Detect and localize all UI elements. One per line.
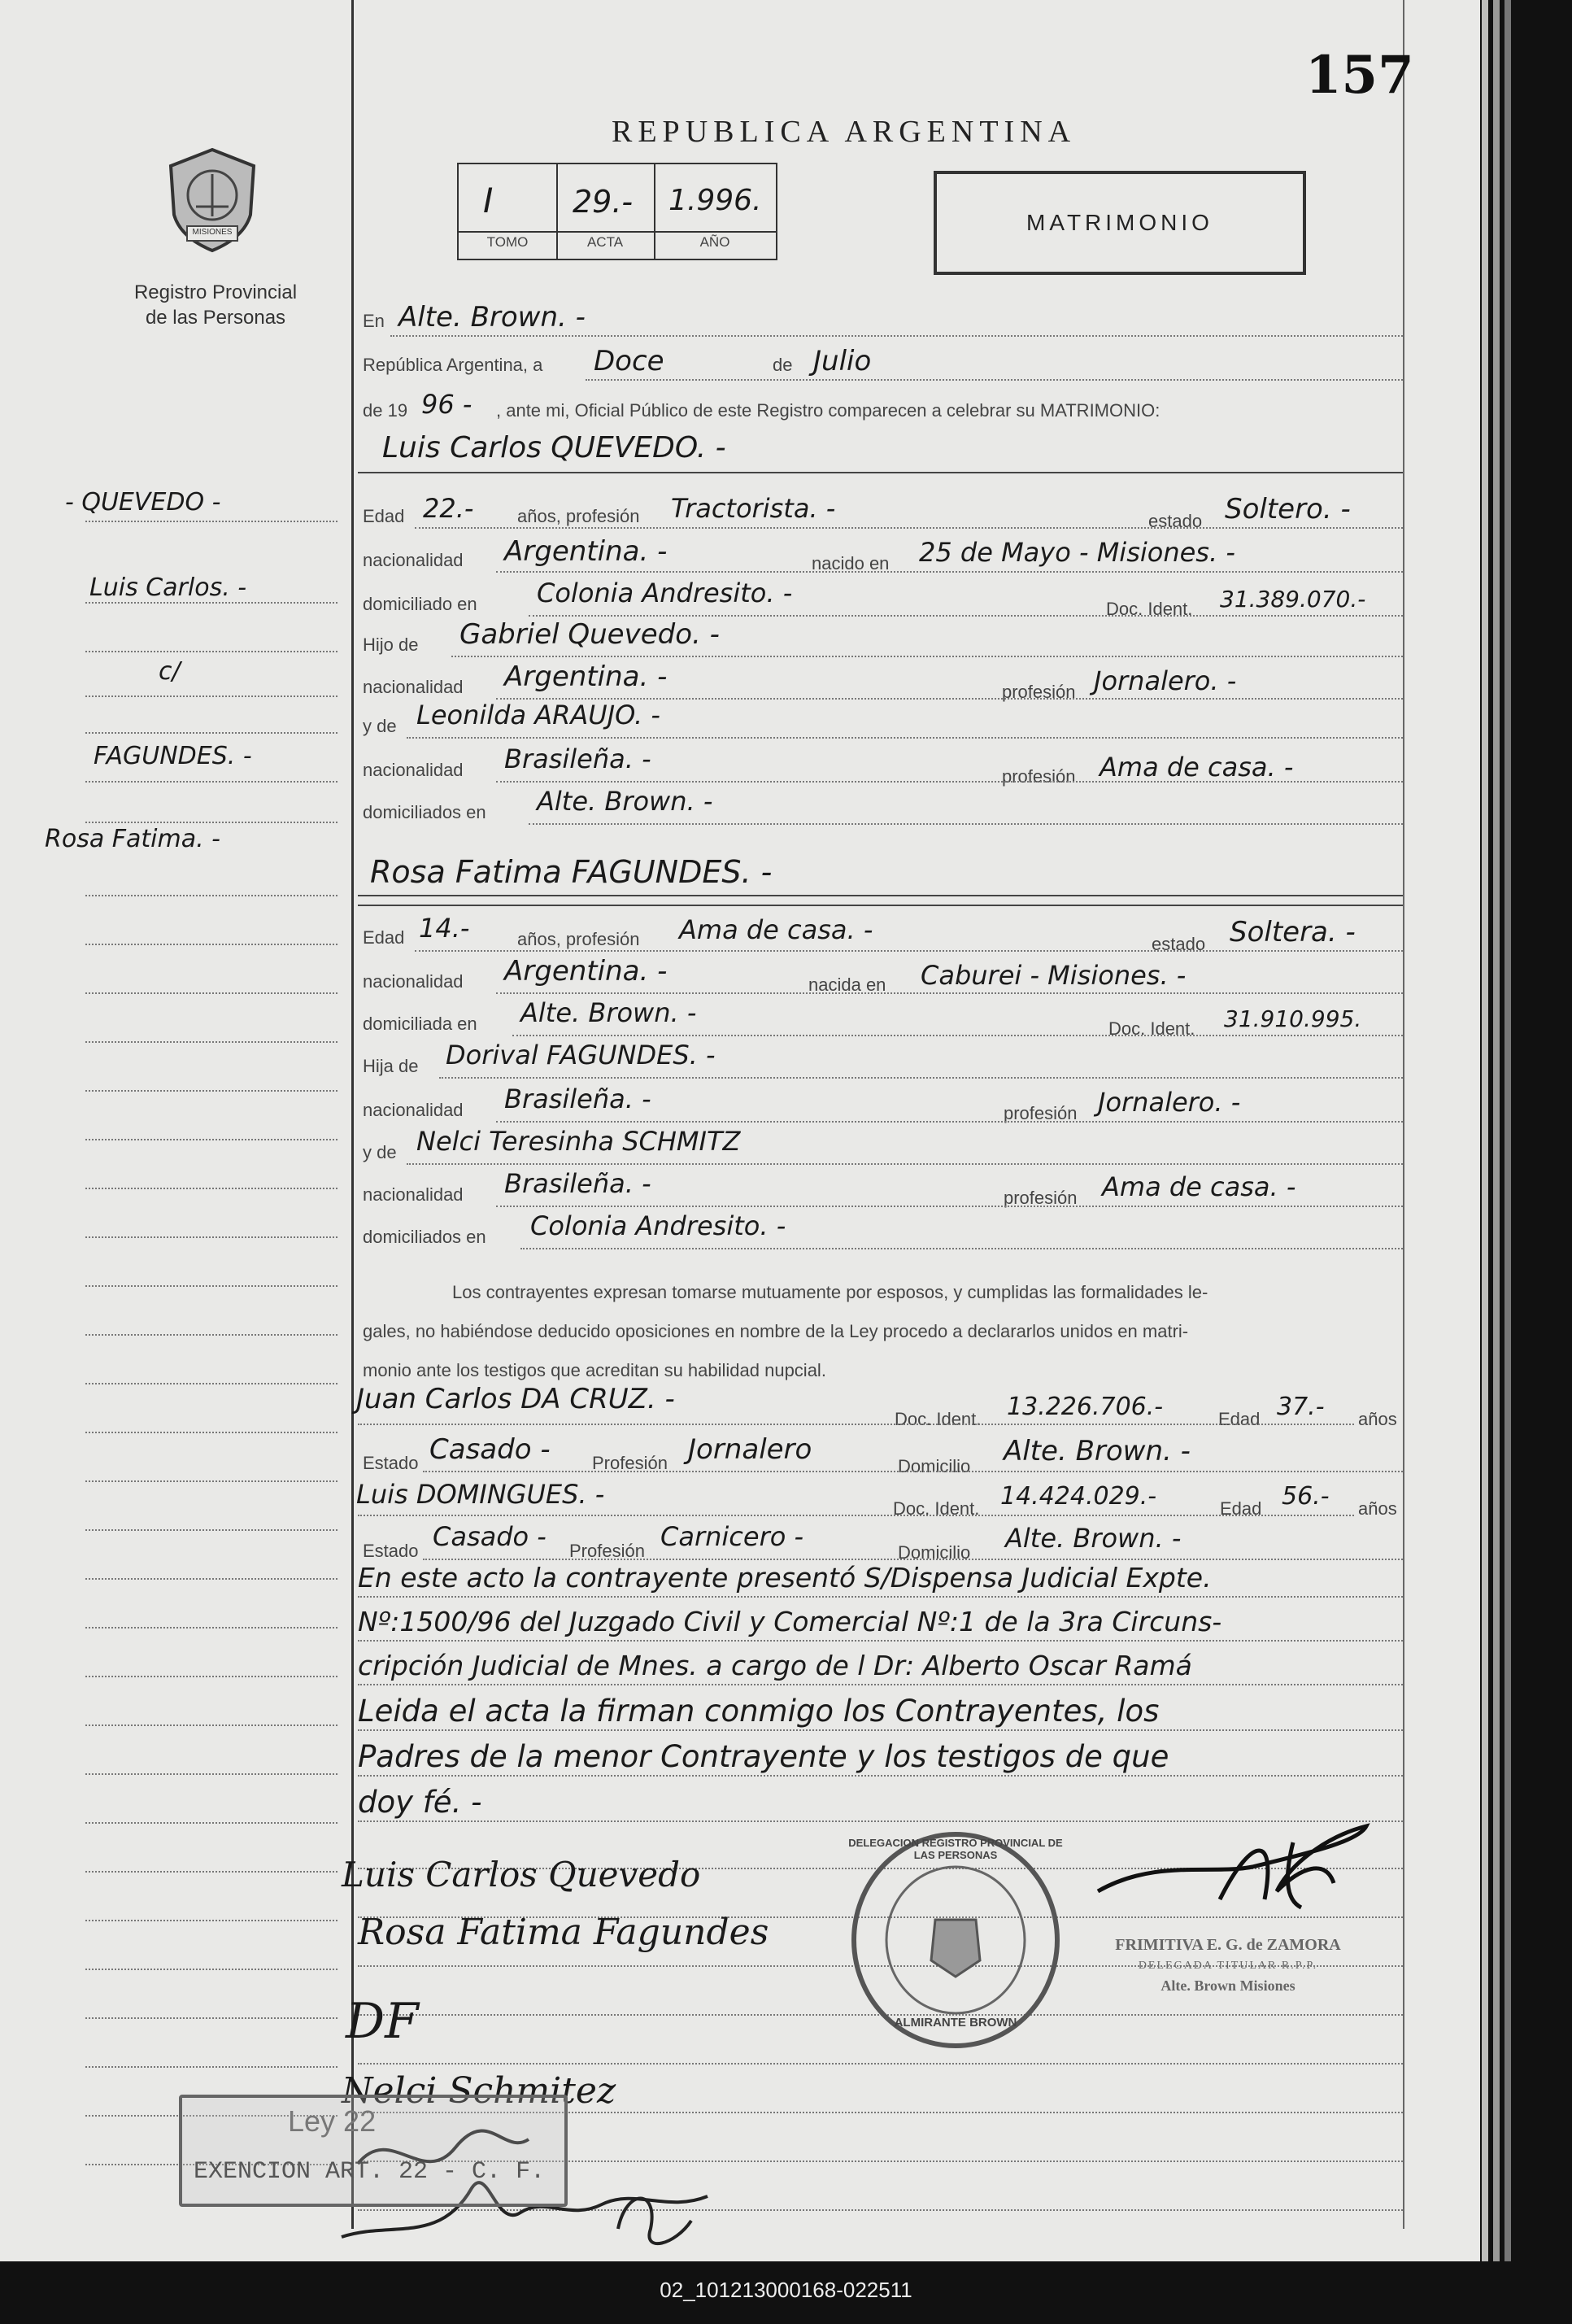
official-stamp xyxy=(1106,1936,1350,1995)
field-label: Estado xyxy=(363,1541,419,1561)
bride-signature: Rosa Fatima Fagundes xyxy=(358,1912,769,1953)
round-stamp-inner: ALMIRANTE BROWN xyxy=(894,2016,1017,2030)
note-line: Padres de la menor Contrayente y los testigos de que xyxy=(358,1739,1169,1774)
profession-value: Ama de casa. - xyxy=(679,914,873,945)
field-label: domiciliado en xyxy=(363,594,477,614)
margin-name: Luis Carlos. - xyxy=(89,573,247,602)
field-label: profesión xyxy=(1004,1103,1078,1123)
address-value: Alte. Brown. - xyxy=(537,786,713,817)
mother-value: Leonilda ARAUJO. - xyxy=(416,700,660,730)
groom-name: Luis Carlos QUEVEDO. - xyxy=(382,431,726,464)
margin-name: Rosa Fatima. - xyxy=(45,825,220,853)
day-value: Doce xyxy=(594,345,664,377)
field-label: años xyxy=(1358,1409,1397,1429)
field-label: domiciliados en xyxy=(363,802,486,822)
page-number: 157 xyxy=(1305,45,1414,106)
field-label: domiciliados en xyxy=(363,1227,486,1247)
mother-value: Nelci Teresinha SCHMITZ xyxy=(416,1126,741,1157)
nationality-value: Brasileña. - xyxy=(504,1168,651,1199)
birthplace-value: 25 de Mayo - Misiones. - xyxy=(919,537,1235,568)
address-value: Alte. Brown. - xyxy=(1004,1435,1191,1467)
address-value: Alte. Brown. - xyxy=(1005,1523,1182,1554)
field-label: Doc. Ident. xyxy=(895,1409,982,1429)
country-heading: REPUBLICA ARGENTINA xyxy=(612,115,1077,149)
profession-value: Jornalero. - xyxy=(1094,665,1237,696)
estado-value: Soltero. - xyxy=(1225,493,1351,525)
father-value: Gabriel Quevedo. - xyxy=(459,618,720,651)
field-label: nacionalidad xyxy=(363,971,464,992)
estado-value: Casado - xyxy=(433,1521,546,1552)
father-value: Dorival FAGUNDES. - xyxy=(446,1040,716,1070)
nationality-value: Brasileña. - xyxy=(504,1084,651,1114)
doc-value: 31.910.995. xyxy=(1224,1005,1362,1032)
page-edge xyxy=(1505,0,1511,2261)
declaration xyxy=(363,1273,1400,1390)
address-value: Alte. Brown. - xyxy=(520,997,697,1028)
field-label: Doc. Ident. xyxy=(893,1498,980,1519)
note-line: Leida el acta la firman conmigo los Contrayentes, los xyxy=(358,1694,1160,1729)
field-label: y de xyxy=(363,716,397,736)
declaration-line: gales, no habiéndose deducido oposiciones en nombre de la Ley procedo a declararlos unidos en matri- xyxy=(363,1321,1189,1341)
note-line: Nº:1500/96 del Juzgado Civil y Comercial Nº:1 de la 3ra Circuns- xyxy=(358,1606,1222,1637)
mother-signature: Nelci Schmitez xyxy=(342,2070,616,2112)
nationality-value: Brasileña. - xyxy=(504,743,651,774)
exemption-stamp xyxy=(179,2095,568,2207)
field-label: Doc. Ident. xyxy=(1106,599,1193,619)
bride-name: Rosa Fatima FAGUNDES. - xyxy=(370,854,773,890)
tomo-value: I xyxy=(483,181,494,220)
address-value: Colonia Andresito. - xyxy=(530,1210,786,1241)
right-rule xyxy=(1403,0,1404,2229)
profession-value: Ama de casa. - xyxy=(1102,1171,1296,1202)
field-label: Profesión xyxy=(592,1453,668,1473)
estado-value: Casado - xyxy=(429,1433,551,1466)
field-label: nacionalidad xyxy=(363,1100,464,1120)
page-edge xyxy=(1493,0,1500,2261)
field-label: de xyxy=(773,355,793,375)
doc-value: 13.226.706.- xyxy=(1007,1393,1164,1421)
file-identifier: 02_101213000168-022511 xyxy=(660,2278,912,2302)
declaration-line: monio ante los testigos que acreditan su habilidad nupcial. xyxy=(363,1360,826,1380)
witness-name: Juan Carlos DA CRUZ. - xyxy=(356,1383,675,1415)
record-number-box xyxy=(457,163,777,260)
acta-label: ACTA xyxy=(586,234,624,250)
witness-name: Luis DOMINGUES. - xyxy=(356,1479,605,1510)
official-signature xyxy=(1090,1810,1383,1924)
field-label: y de xyxy=(363,1142,397,1162)
ano-label: AÑO xyxy=(699,234,730,250)
field-label: Edad xyxy=(1220,1498,1262,1519)
profession-value: Ama de casa. - xyxy=(1100,752,1294,783)
age-value: 37.- xyxy=(1277,1393,1325,1421)
nationality-value: Argentina. - xyxy=(504,661,668,693)
registry-label xyxy=(98,280,333,330)
field-label: República Argentina, a xyxy=(363,355,543,375)
field-label: profesión xyxy=(1002,682,1076,702)
official-location: Alte. Brown Misiones xyxy=(1160,1977,1295,1994)
field-label: años, profesión xyxy=(517,506,640,526)
profession-value: Tractorista. - xyxy=(671,493,836,524)
seal-label: MISIONES xyxy=(192,228,233,237)
field-label: Domicilio xyxy=(898,1542,971,1563)
margin-rule xyxy=(351,0,354,2229)
margin-surname: FAGUNDES. - xyxy=(94,742,252,770)
statement: , ante mi, Oficial Público de este Registro comparecen a celebrar su MATRIMONIO: xyxy=(496,400,1160,421)
field-label: Hija de xyxy=(363,1056,419,1076)
note-line: cripción Judicial de Mnes. a cargo de l Dr: Alberto Oscar Ramá xyxy=(358,1650,1192,1681)
field-label: Domicilio xyxy=(898,1456,971,1476)
age-value: 14.- xyxy=(419,913,470,944)
exemption-law: Ley 22 xyxy=(288,2104,377,2138)
year-value: 96 - xyxy=(421,389,472,420)
field-label: Estado xyxy=(363,1453,419,1473)
field-label: años, profesión xyxy=(517,929,640,949)
round-stamp-outer: DELEGACION REGISTRO PROVINCIAL DE LAS PERSONAS xyxy=(848,1837,1063,1861)
estado-value: Soltera. - xyxy=(1230,916,1356,948)
nationality-value: Argentina. - xyxy=(504,955,668,988)
month-value: Julio xyxy=(813,345,872,377)
field-label: Hijo de xyxy=(363,634,419,655)
age-value: 22.- xyxy=(423,493,474,524)
field-label: Doc. Ident. xyxy=(1108,1018,1195,1039)
field-label: Edad xyxy=(363,927,405,948)
official-name: FRIMITIVA E. G. de ZAMORA xyxy=(1115,1936,1341,1954)
field-label: Edad xyxy=(1218,1409,1261,1429)
profession-value: Jornalero xyxy=(688,1433,812,1466)
doc-value: 31.389.070.- xyxy=(1220,586,1366,613)
record-type: MATRIMONIO xyxy=(1026,210,1213,235)
groom-signature: Luis Carlos Quevedo xyxy=(342,1855,701,1895)
record-type-box xyxy=(934,171,1306,275)
field-label: nacionalidad xyxy=(363,550,464,570)
field-label: nacida en xyxy=(808,975,886,995)
field-label: años xyxy=(1358,1498,1397,1519)
registry-round-stamp xyxy=(846,1830,1065,2050)
field-label: En xyxy=(363,311,385,331)
field-label: Profesión xyxy=(569,1541,645,1561)
age-value: 56.- xyxy=(1282,1482,1330,1511)
ano-value: 1.996. xyxy=(668,184,762,217)
field-label: estado xyxy=(1152,934,1206,954)
place-value: Alte. Brown. - xyxy=(398,301,586,334)
birthplace-value: Caburei - Misiones. - xyxy=(921,960,1187,991)
profession-value: Jornalero. - xyxy=(1098,1087,1241,1118)
acta-value: 29.- xyxy=(573,184,634,220)
official-title: DELEGADA TITULAR R.P.P. xyxy=(1138,1960,1318,1972)
provincial-seal xyxy=(163,146,262,254)
field-label: nacionalidad xyxy=(363,760,464,780)
profession-value: Carnicero - xyxy=(660,1521,804,1552)
parent-signature: DF xyxy=(346,1993,419,2050)
field-label: nacionalidad xyxy=(363,1184,464,1205)
margin-against: c/ xyxy=(159,657,181,686)
field-label: Edad xyxy=(363,506,405,526)
field-label: estado xyxy=(1148,511,1203,531)
field-label: nacionalidad xyxy=(363,677,464,697)
registry-line: Registro Provincial xyxy=(133,281,298,303)
field-label: profesión xyxy=(1002,766,1076,787)
exemption-text: EXENCION ART. 22 - C. F. xyxy=(194,2158,546,2186)
note-line: doy fé. - xyxy=(358,1785,482,1820)
registry-line: de las Personas xyxy=(145,307,286,329)
margin-surname: - QUEVEDO - xyxy=(65,488,221,517)
field-label: domiciliada en xyxy=(363,1014,477,1034)
page-edge xyxy=(1482,0,1488,2261)
field-label: nacido en xyxy=(812,553,890,573)
note-line: En este acto la contrayente presentó S/Dispensa Judicial Expte. xyxy=(358,1562,1212,1594)
field-label: de 19 xyxy=(363,400,408,421)
field-label: profesión xyxy=(1004,1188,1078,1208)
nationality-value: Argentina. - xyxy=(504,535,668,568)
doc-value: 14.424.029.- xyxy=(1000,1482,1157,1511)
tomo-label: TOMO xyxy=(486,234,529,250)
declaration-line: Los contrayentes expresan tomarse mutuamente por esposos, y cumplidas las formalidades le- xyxy=(452,1282,1208,1302)
address-value: Colonia Andresito. - xyxy=(537,578,793,608)
